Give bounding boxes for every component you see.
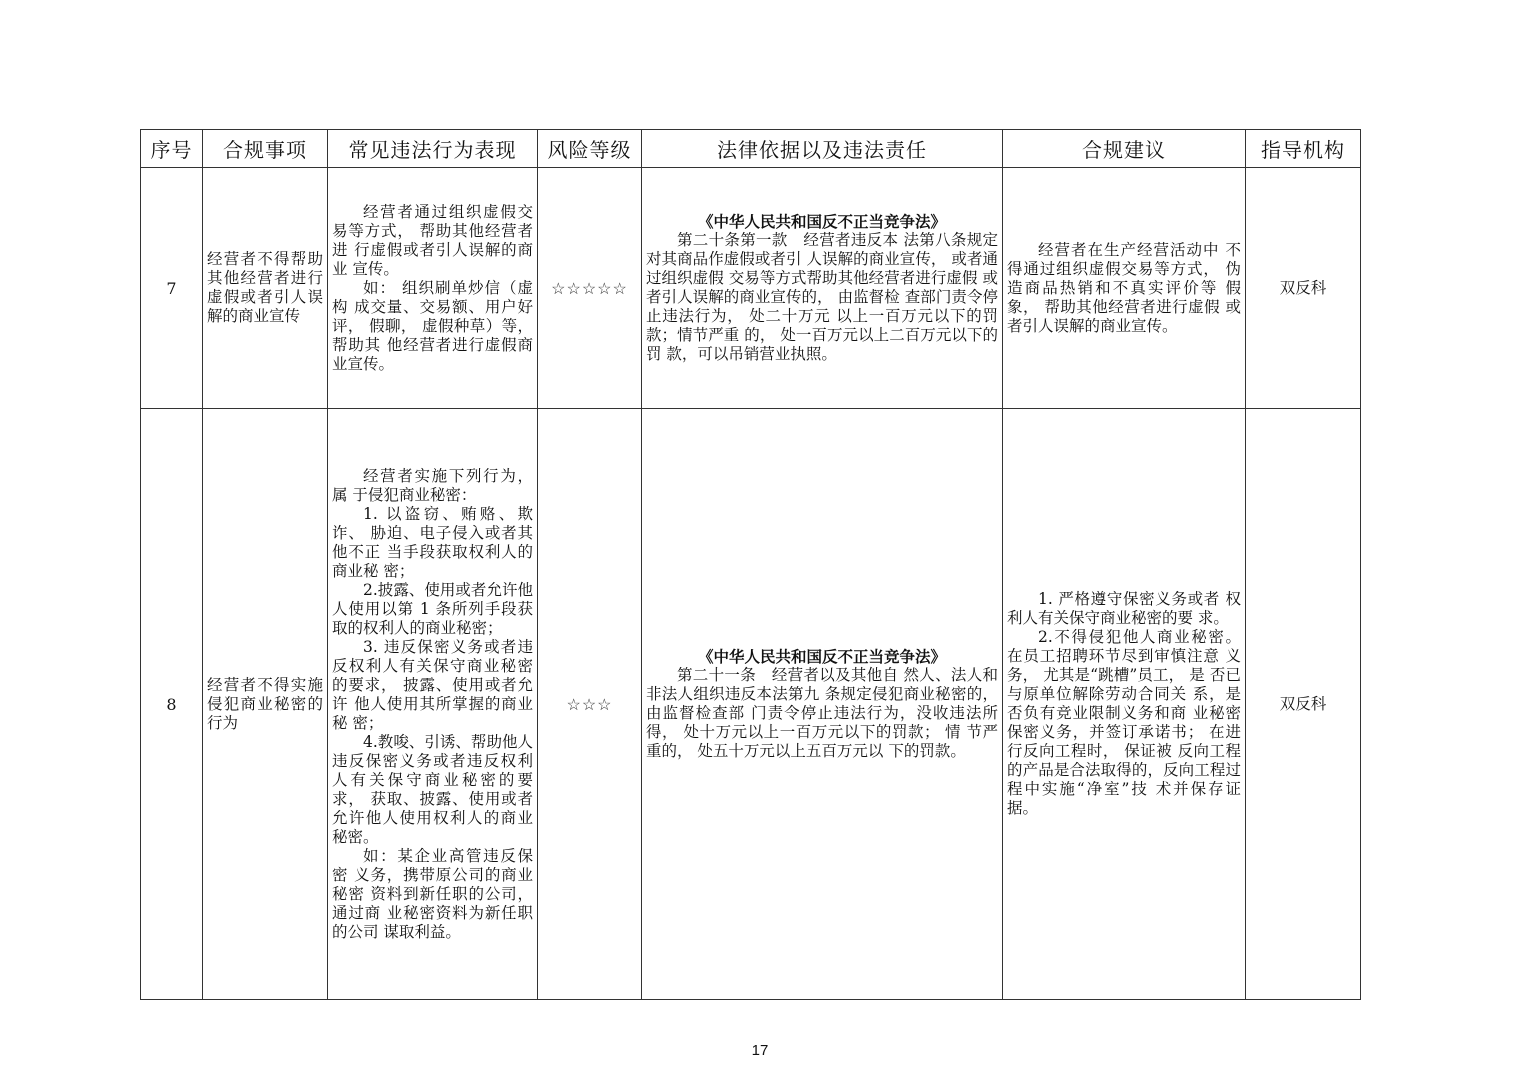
page-number: 17 <box>751 1042 769 1059</box>
behavior-paragraph: 经营者通过组织虚假交 易等方式， 帮助其他经营者进 行虚假或者引人误解的商业 宣传。 <box>332 202 533 278</box>
law-text: 第二十条第一款 经营者违反本 法第八条规定对其商品作虚假或者引 人误解的商业宣传， 或者通过组织虚假 交易等方式帮助其他经营者进行虚假 或者引人误解的商业宣传的， 由监督检 查部门责令停止违法行为， 处二十万元 以上一百万元以下的罚款；情节严重 的， 处一百万元以上二百万元以下的罚 款，可以吊销营业执照。 <box>646 231 998 363</box>
row-number: 8 <box>141 409 203 1000</box>
law-title: 《中华人民共和国反不正当竞争法》 <box>697 647 946 666</box>
law-text: 第二十一条 经营者以及其他自 然人、法人和非法人组织违反本法第九 条规定侵犯商业秘密的， 由监督检查部 门责令停止违法行为，没收违法所得， 处十万元以上一百万元以下的罚款； 情 节严重的， 处五十万元以上五百万元以 下的罚款。 <box>646 666 998 760</box>
risk-stars: ☆☆☆ <box>538 409 642 1000</box>
advice-paragraph: 经营者在生产经营活动中 不得通过组织虚假交易等方式， 伪造商品热销和不真实评价等 假象， 帮助其他经营者进行虚假 或者引人误解的商业宣传。 <box>1007 240 1241 335</box>
behavior-paragraph: 2.披露、使用或者允许他 人使用以第 1 条所列手段获 取的权利人的商业秘密； <box>332 580 533 637</box>
compliance-table <box>140 129 1361 1000</box>
header-compliance-advice: 合规建议 <box>1003 130 1246 168</box>
row-legal-basis <box>642 409 1003 1000</box>
behavior-paragraph: 1. 以盗窃、贿赂、欺诈、 胁迫、电子侵入或者其他不正 当手段获取权利人的商业秘 密； <box>332 504 533 580</box>
advice-paragraph: 2.不得侵犯他人商业秘密。 在员工招聘环节尽到审慎注意 义务， 尤其是“跳槽”员工， 是 否已与原单位解除劳动合同关 系，是否负有竞业限制义务和商 业秘密保密义务，并签订承诺书； 在进行反向工程时， 保证被 反向工程的产品是合法取得的，反向工程过程中实施“净室”技 术并保存证据。 <box>1007 628 1241 817</box>
header-legal-basis: 法律依据以及违法责任 <box>642 130 1003 168</box>
header-compliance-item: 合规事项 <box>203 130 328 168</box>
behavior-paragraph: 4.教唆、引诱、帮助他人 违反保密义务或者违反权利 人有关保守商业秘密的要求， 获取、披露、使用或者允许他人使用权利人的商业秘密。 <box>332 732 533 846</box>
advice-paragraph: 1. 严格遵守保密义务或者 权利人有关保守商业秘密的要 求。 <box>1007 590 1241 627</box>
row-legal-basis <box>642 168 1003 409</box>
header-serial-no: 序号 <box>141 130 203 168</box>
table-row <box>141 409 1361 1000</box>
row-violation-behaviors <box>328 168 538 409</box>
law-title: 《中华人民共和国反不正当竞争法》 <box>697 212 946 231</box>
table-row <box>141 168 1361 409</box>
row-compliance-item: 经营者不得帮助其他经营者进行虚假或者引人误解的商业宣传 <box>203 168 328 409</box>
row-compliance-advice <box>1003 409 1246 1000</box>
behavior-paragraph: 3. 违反保密义务或者违 反权利人有关保守商业秘密 的要求， 披露、使用或者允许 他人使用其所掌握的商业秘 密； <box>332 637 533 732</box>
table-header-row <box>141 130 1361 168</box>
row-compliance-item: 经营者不得实施侵犯商业秘密的行为 <box>203 409 328 1000</box>
header-risk-level: 风险等级 <box>538 130 642 168</box>
row-number: 7 <box>141 168 203 409</box>
header-guiding-agency: 指导机构 <box>1246 130 1361 168</box>
row-violation-behaviors <box>328 409 538 1000</box>
behavior-paragraph: 如：某企业高管违反保密 义务，携带原公司的商业秘密 资料到新任职的公司， 通过商 业秘密资料为新任职的公司 谋取利益。 <box>332 846 533 941</box>
header-common-violations: 常见违法行为表现 <box>328 130 538 168</box>
risk-stars: ☆☆☆☆☆ <box>538 168 642 409</box>
behavior-paragraph: 经营者实施下列行为， 属 于侵犯商业秘密： <box>332 466 533 504</box>
row-compliance-advice <box>1003 168 1246 409</box>
row-guiding-agency: 双反科 <box>1246 409 1361 1000</box>
row-guiding-agency: 双反科 <box>1246 168 1361 409</box>
behavior-paragraph: 如： 组织刷单炒信（虚构 成交量、交易额、用户好评， 假聊， 虚假种草）等， 帮助其 他经营者进行虚假商业宣传。 <box>332 278 533 373</box>
